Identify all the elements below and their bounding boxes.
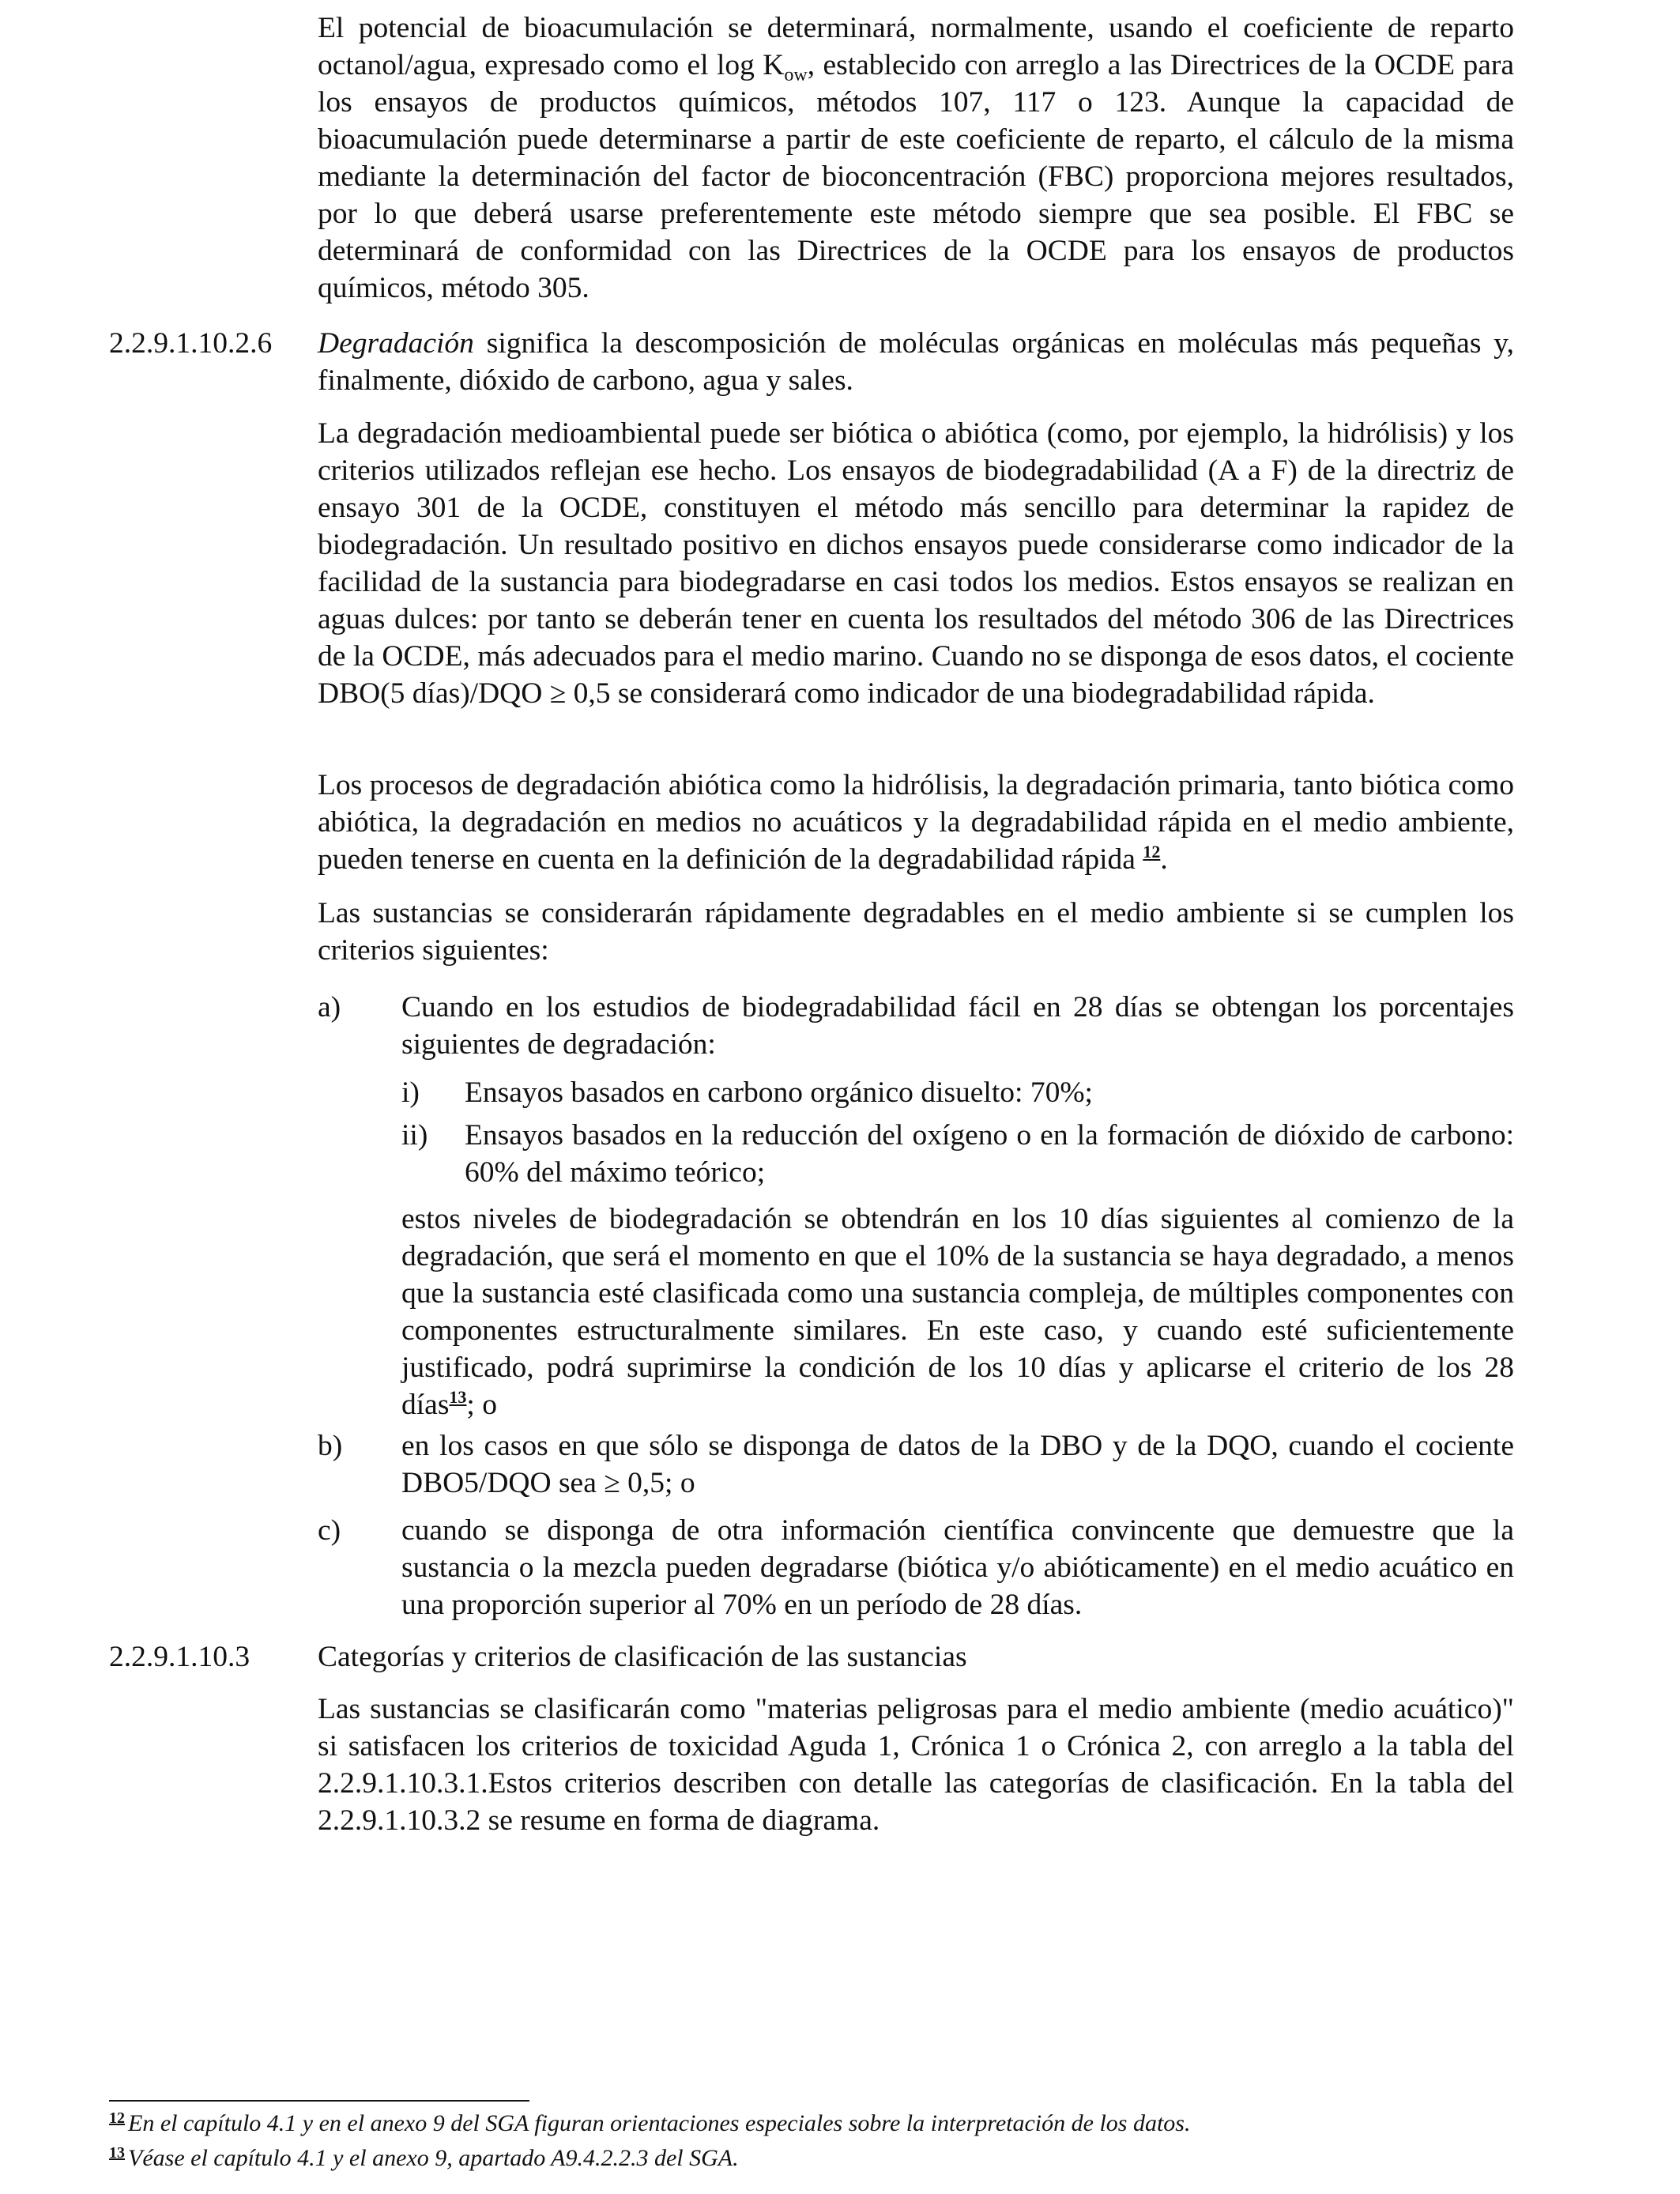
- paragraph-classification: Las sustancias se clasificarán como "materias peligrosas para el medio ambiente (medio acuático)" si satisfacen los criterios de toxicidad Aguda 1, Crónica 1 o Crónica 2, con arreglo a la tabla del 2.2.9.1.10.3.1.Estos criterios describen con detalle las categorías de clasificación. En la tabla del 2.2.9.1.10.3.2 se resume en forma de diagrama.: [318, 1693, 1514, 1837]
- footnote-number: 12: [109, 2109, 125, 2127]
- footnote-separator: [109, 2100, 529, 2102]
- list-label-ii: ii): [401, 1119, 428, 1152]
- paragraph-degradation-definition: [318, 325, 1514, 399]
- section-number-2-6: 2.2.9.1.10.2.6: [109, 327, 273, 360]
- list-label-i: i): [401, 1076, 420, 1109]
- list-label-c: c): [318, 1514, 341, 1547]
- footnote-text: En el capítulo 4.1 y en el anexo 9 del SGA figuran orientaciones especiales sobre la interpretación de los datos.: [128, 2110, 1191, 2136]
- paragraph-text: , establecido con arreglo a las Directrices de la OCDE para los ensayos de productos químicos, métodos 107, 117 o 123. Aunque la capacidad de bioacumulación puede determinarse a partir de este coeficiente de reparto, el cálculo de la misma mediante la determinación del factor de bioconcentración (FBC) proporciona mejores resultados, por lo que deberá usarse preferentemente este método siempre que sea posible. El FBC se determinará de conformidad con las Directrices de la OCDE para los ensayos de productos químicos, método 305.: [318, 49, 1514, 304]
- footnote-12: [109, 2109, 1190, 2139]
- definition-text: significa la descomposición de moléculas orgánicas en moléculas más pequeñas y, finalmente, dióxido de carbono, agua y sales.: [318, 327, 1514, 397]
- paragraph-environmental-degradation: La degradación medioambiental puede ser biótica o abiótica (como, por ejemplo, la hidrólisis) y los criterios utilizados reflejan ese hecho. Los ensayos de biodegradabilidad (A a F) de la directriz de ensayo 301 de la OCDE, constituyen el método más sencillo para determinar la rapidez de biodegradación. Un resultado positivo en dichos ensayos puede considerarse como indicador de la facilidad de la sustancia para biodegradarse en casi todos los medios. Estos ensayos se realizan en aguas dulces: por tanto se deberán tener en cuenta los resultados del método 306 de las Directrices de la OCDE, más adecuados para el medio marino. Cuando no se disponga de esos datos, el cociente DBO(5 días)/DQO ≥ 0,5 se considerará como indicador de una biodegradabilidad rápida.: [318, 417, 1514, 710]
- paragraph-criteria-intro: Las sustancias se considerarán rápidamente degradables en el medio ambiente si se cumplen los criterios siguientes:: [318, 897, 1514, 967]
- paragraph-text: estos niveles de biodegradación se obtendrán en los 10 días siguientes al comienzo de la degradación, que será el momento en que el 10% de la sustancia se haya degradado, a menos que la sustancia esté clasificada como una sustancia compleja, de múltiples componentes con componentes estructuralmente similares. En este caso, y cuando esté suficientemente justificado, podrá suprimirse la condición de los 10 días y aplicarse el criterio de los 28 días: [401, 1203, 1514, 1421]
- footnote-number: 13: [109, 2144, 125, 2162]
- punctuation: ; o: [466, 1389, 497, 1421]
- section-number-3: 2.2.9.1.10.3: [109, 1641, 250, 1673]
- list-item-ii-text: Ensayos basados en la reducción del oxígeno o en la formación de dióxido de carbono: 60% del máximo teórico;: [465, 1119, 1514, 1189]
- list-item-b-text: en los casos en que sólo se disponga de datos de la DBO y de la DQO, cuando el cociente DBO5/DQO sea ≥ 0,5; o: [401, 1430, 1514, 1499]
- list-label-b: b): [318, 1430, 343, 1462]
- list-item-a-continuation: [401, 1201, 1514, 1423]
- footnote-ref-12[interactable]: 12: [1143, 842, 1161, 861]
- paragraph-text: Los procesos de degradación abiótica como la hidrólisis, la degradación primaria, tanto biótica como abiótica, la degradación en medios no acuáticos y la degradabilidad rápida en el medio ambiente, pueden tenerse en cuenta en la definición de la degradabilidad rápida: [318, 769, 1514, 876]
- list-item-i-text: Ensayos basados en carbono orgánico disuelto: 70%;: [465, 1076, 1093, 1109]
- list-label-a: a): [318, 991, 341, 1023]
- list-item-c-text: cuando se disponga de otra información científica convincente que demuestre que la sustancia o la mezcla pueden degradarse (biótica y/o abióticamente) en el medio acuático en una proporción superior al 70% en un período de 28 días.: [401, 1514, 1514, 1621]
- footnote-text: Véase el capítulo 4.1 y el anexo 9, apartado A9.4.2.2.3 del SGA.: [128, 2145, 739, 2171]
- punctuation: .: [1160, 843, 1168, 876]
- footnote-13: [109, 2143, 739, 2173]
- defined-term: Degradación: [318, 327, 474, 360]
- section-title-3: Categorías y criterios de clasificación de las sustancias: [318, 1641, 967, 1673]
- paragraph-abiotic-degradation: [318, 767, 1514, 878]
- paragraph-text: El potencial de bioacumulación se determinará, normalmente, usando el coeficiente de reparto octanol/agua, expresado como el log K: [318, 12, 1514, 81]
- footnote-ref-13[interactable]: 13: [449, 1387, 467, 1407]
- subscript-ow: ow: [784, 65, 808, 85]
- list-item-a-text: Cuando en los estudios de biodegradabilidad fácil en 28 días se obtengan los porcentajes siguientes de degradación:: [401, 991, 1514, 1061]
- paragraph-bioaccumulation: [318, 9, 1514, 307]
